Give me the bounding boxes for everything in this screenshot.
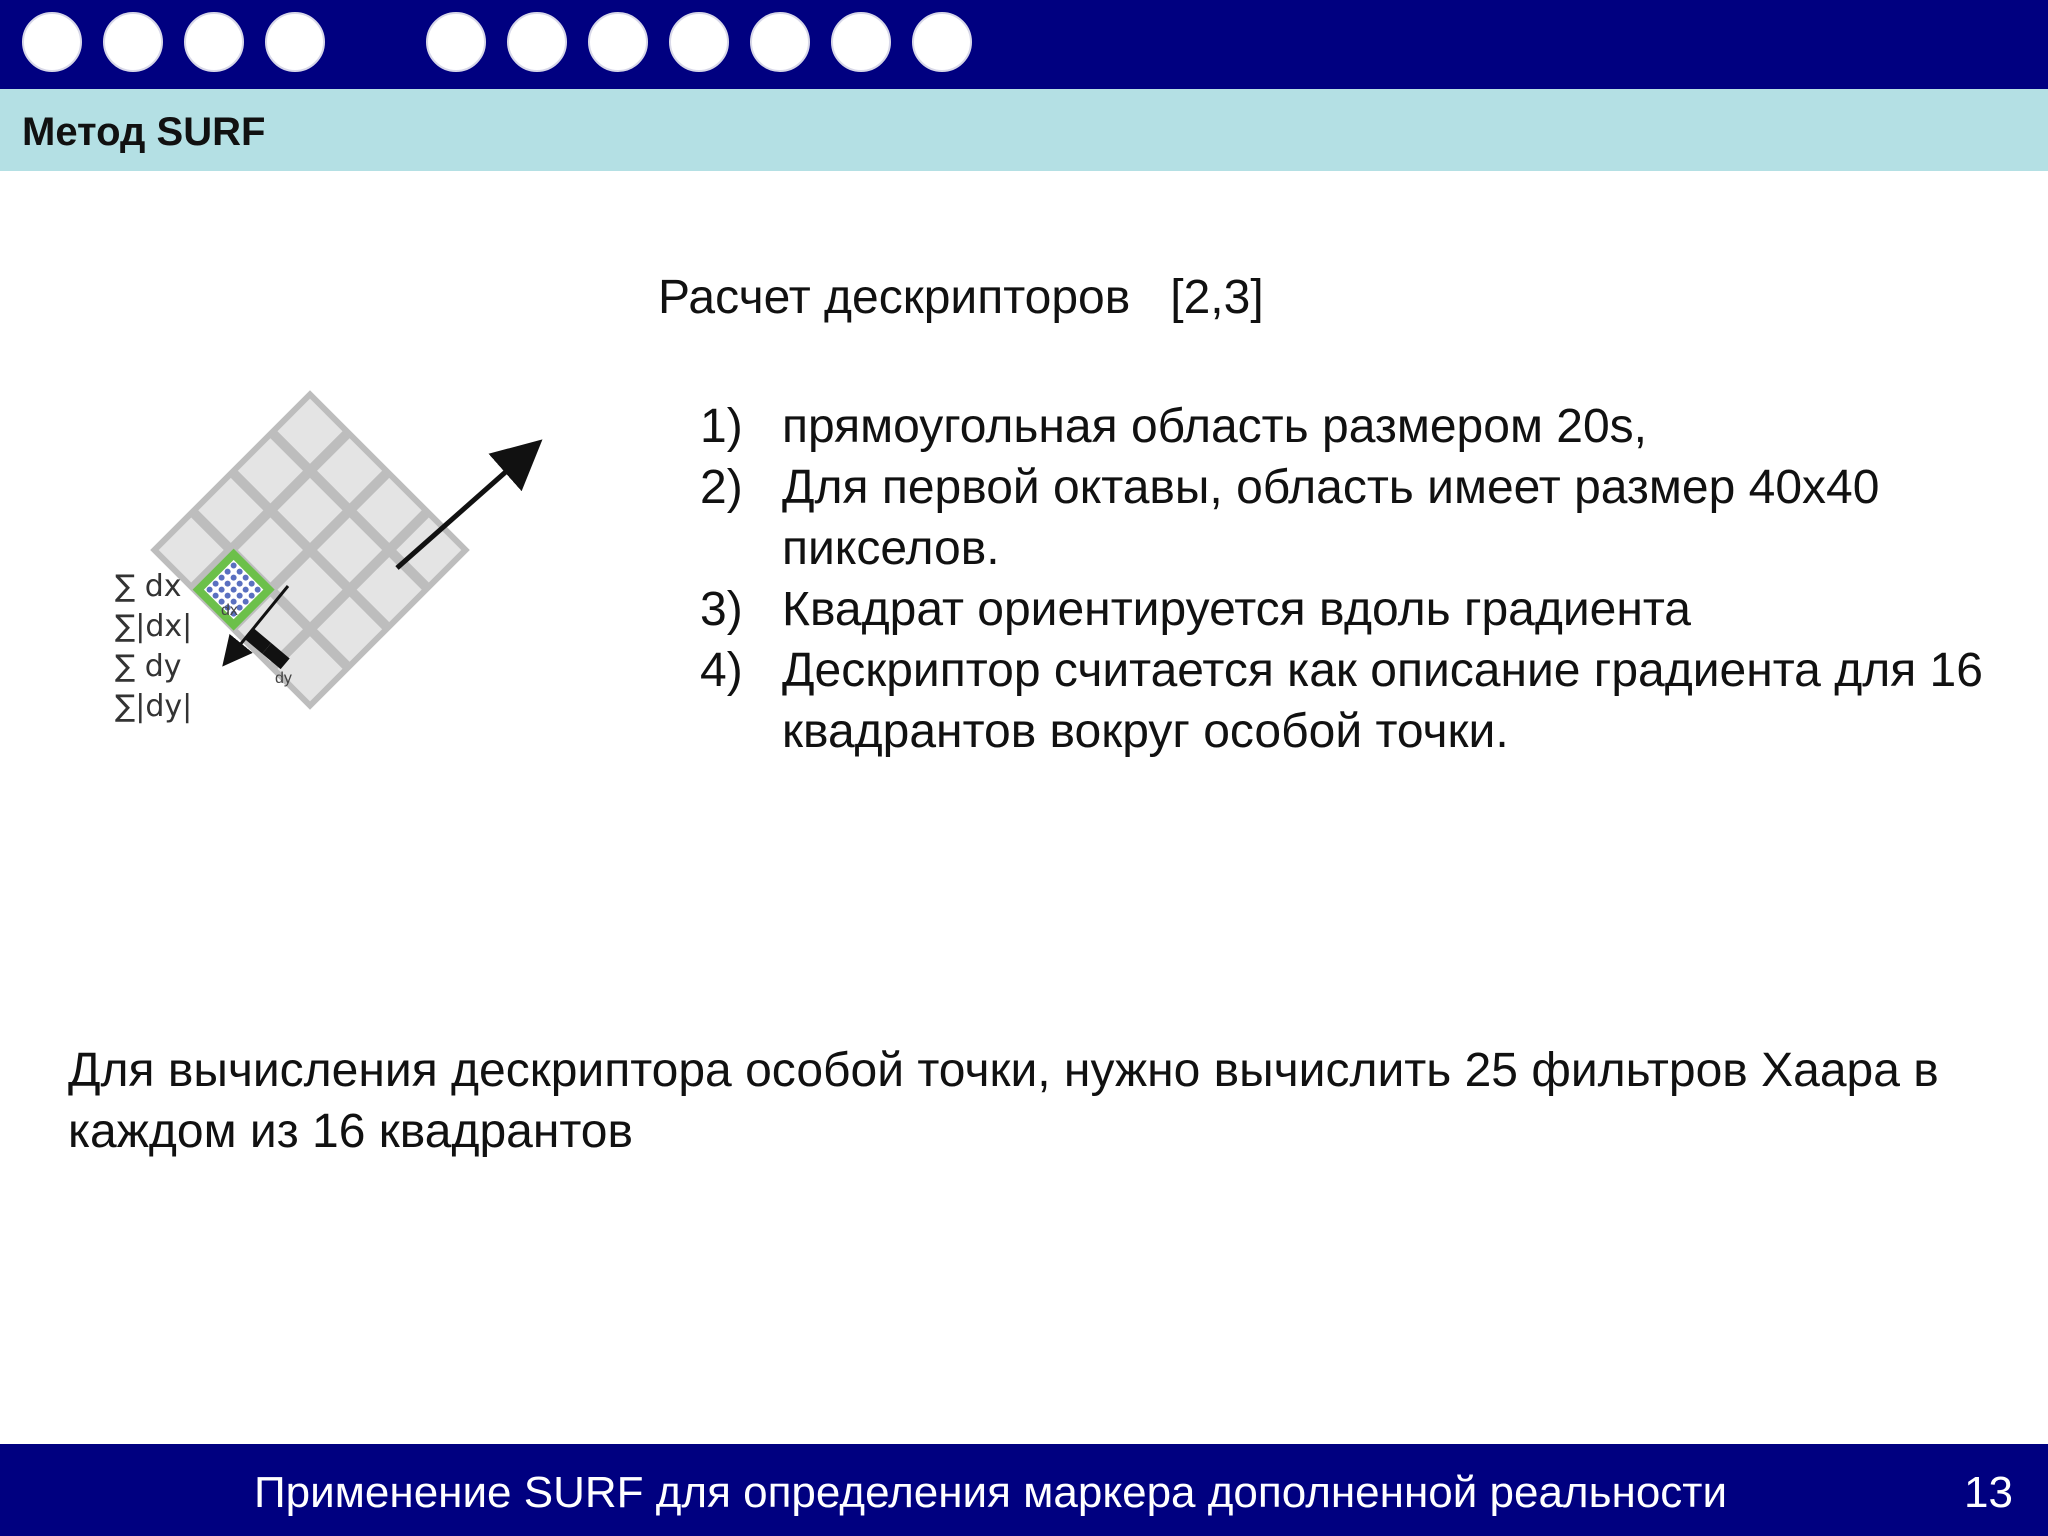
nav-dot-9[interactable] — [750, 12, 810, 72]
page-number: 13 — [1964, 1468, 2013, 1517]
list-item — [700, 457, 2020, 579]
nav-dot-2[interactable] — [103, 12, 163, 72]
sum-abs-dy-label: ∑|dy| — [115, 689, 193, 724]
top-navigation-bar — [0, 0, 2048, 89]
title-bar — [0, 89, 2048, 171]
nav-dot-11[interactable] — [912, 12, 972, 72]
surf-descriptor-diagram — [100, 380, 600, 760]
dx-label: dx — [221, 602, 238, 619]
list-item — [700, 396, 2020, 457]
slide-progress-dots — [0, 0, 2048, 89]
footer-text: Применение SURF для определения маркера дополненной реальности — [254, 1468, 1728, 1517]
step-text: Дескриптор считается как описание градиента для 16 квадрантов вокруг особой точки. — [782, 644, 1983, 758]
step-number: 2) — [700, 461, 743, 514]
rotated-grid — [150, 390, 470, 710]
list-item — [700, 640, 2020, 762]
step-text: прямоугольная область размером 20s, — [782, 400, 1648, 453]
step-text: Для первой октавы, область имеет размер 40x40 пикселов. — [782, 461, 1880, 575]
dy-label: dy — [275, 670, 292, 687]
nav-dot-7[interactable] — [588, 12, 648, 72]
nav-dot-4[interactable] — [265, 12, 325, 72]
list-item — [700, 579, 2020, 640]
nav-dot-1[interactable] — [22, 12, 82, 72]
sum-dy-label: ∑ dy — [115, 649, 182, 684]
step-text: Квадрат ориентируется вдоль градиента — [782, 583, 1691, 636]
step-number: 1) — [700, 400, 743, 453]
step-number: 3) — [700, 583, 743, 636]
bottom-note: Для вычисления дескриптора особой точки, нужно вычислить 25 фильтров Хаара в каждом из 16 квадрантов — [68, 1044, 1939, 1158]
nav-dot-10[interactable] — [831, 12, 891, 72]
sum-dx-label: ∑ dx — [115, 569, 182, 604]
section-subheading: Расчет дескрипторов [2,3] — [658, 271, 1264, 324]
nav-dot-3[interactable] — [184, 12, 244, 72]
sum-abs-dx-label: ∑|dx| — [115, 609, 193, 644]
steps-list — [700, 396, 2020, 762]
step-number: 4) — [700, 644, 743, 697]
nav-dot-8[interactable] — [669, 12, 729, 72]
nav-dot-6[interactable] — [507, 12, 567, 72]
slide-title: Метод SURF — [22, 110, 266, 154]
nav-dot-5[interactable] — [426, 12, 486, 72]
